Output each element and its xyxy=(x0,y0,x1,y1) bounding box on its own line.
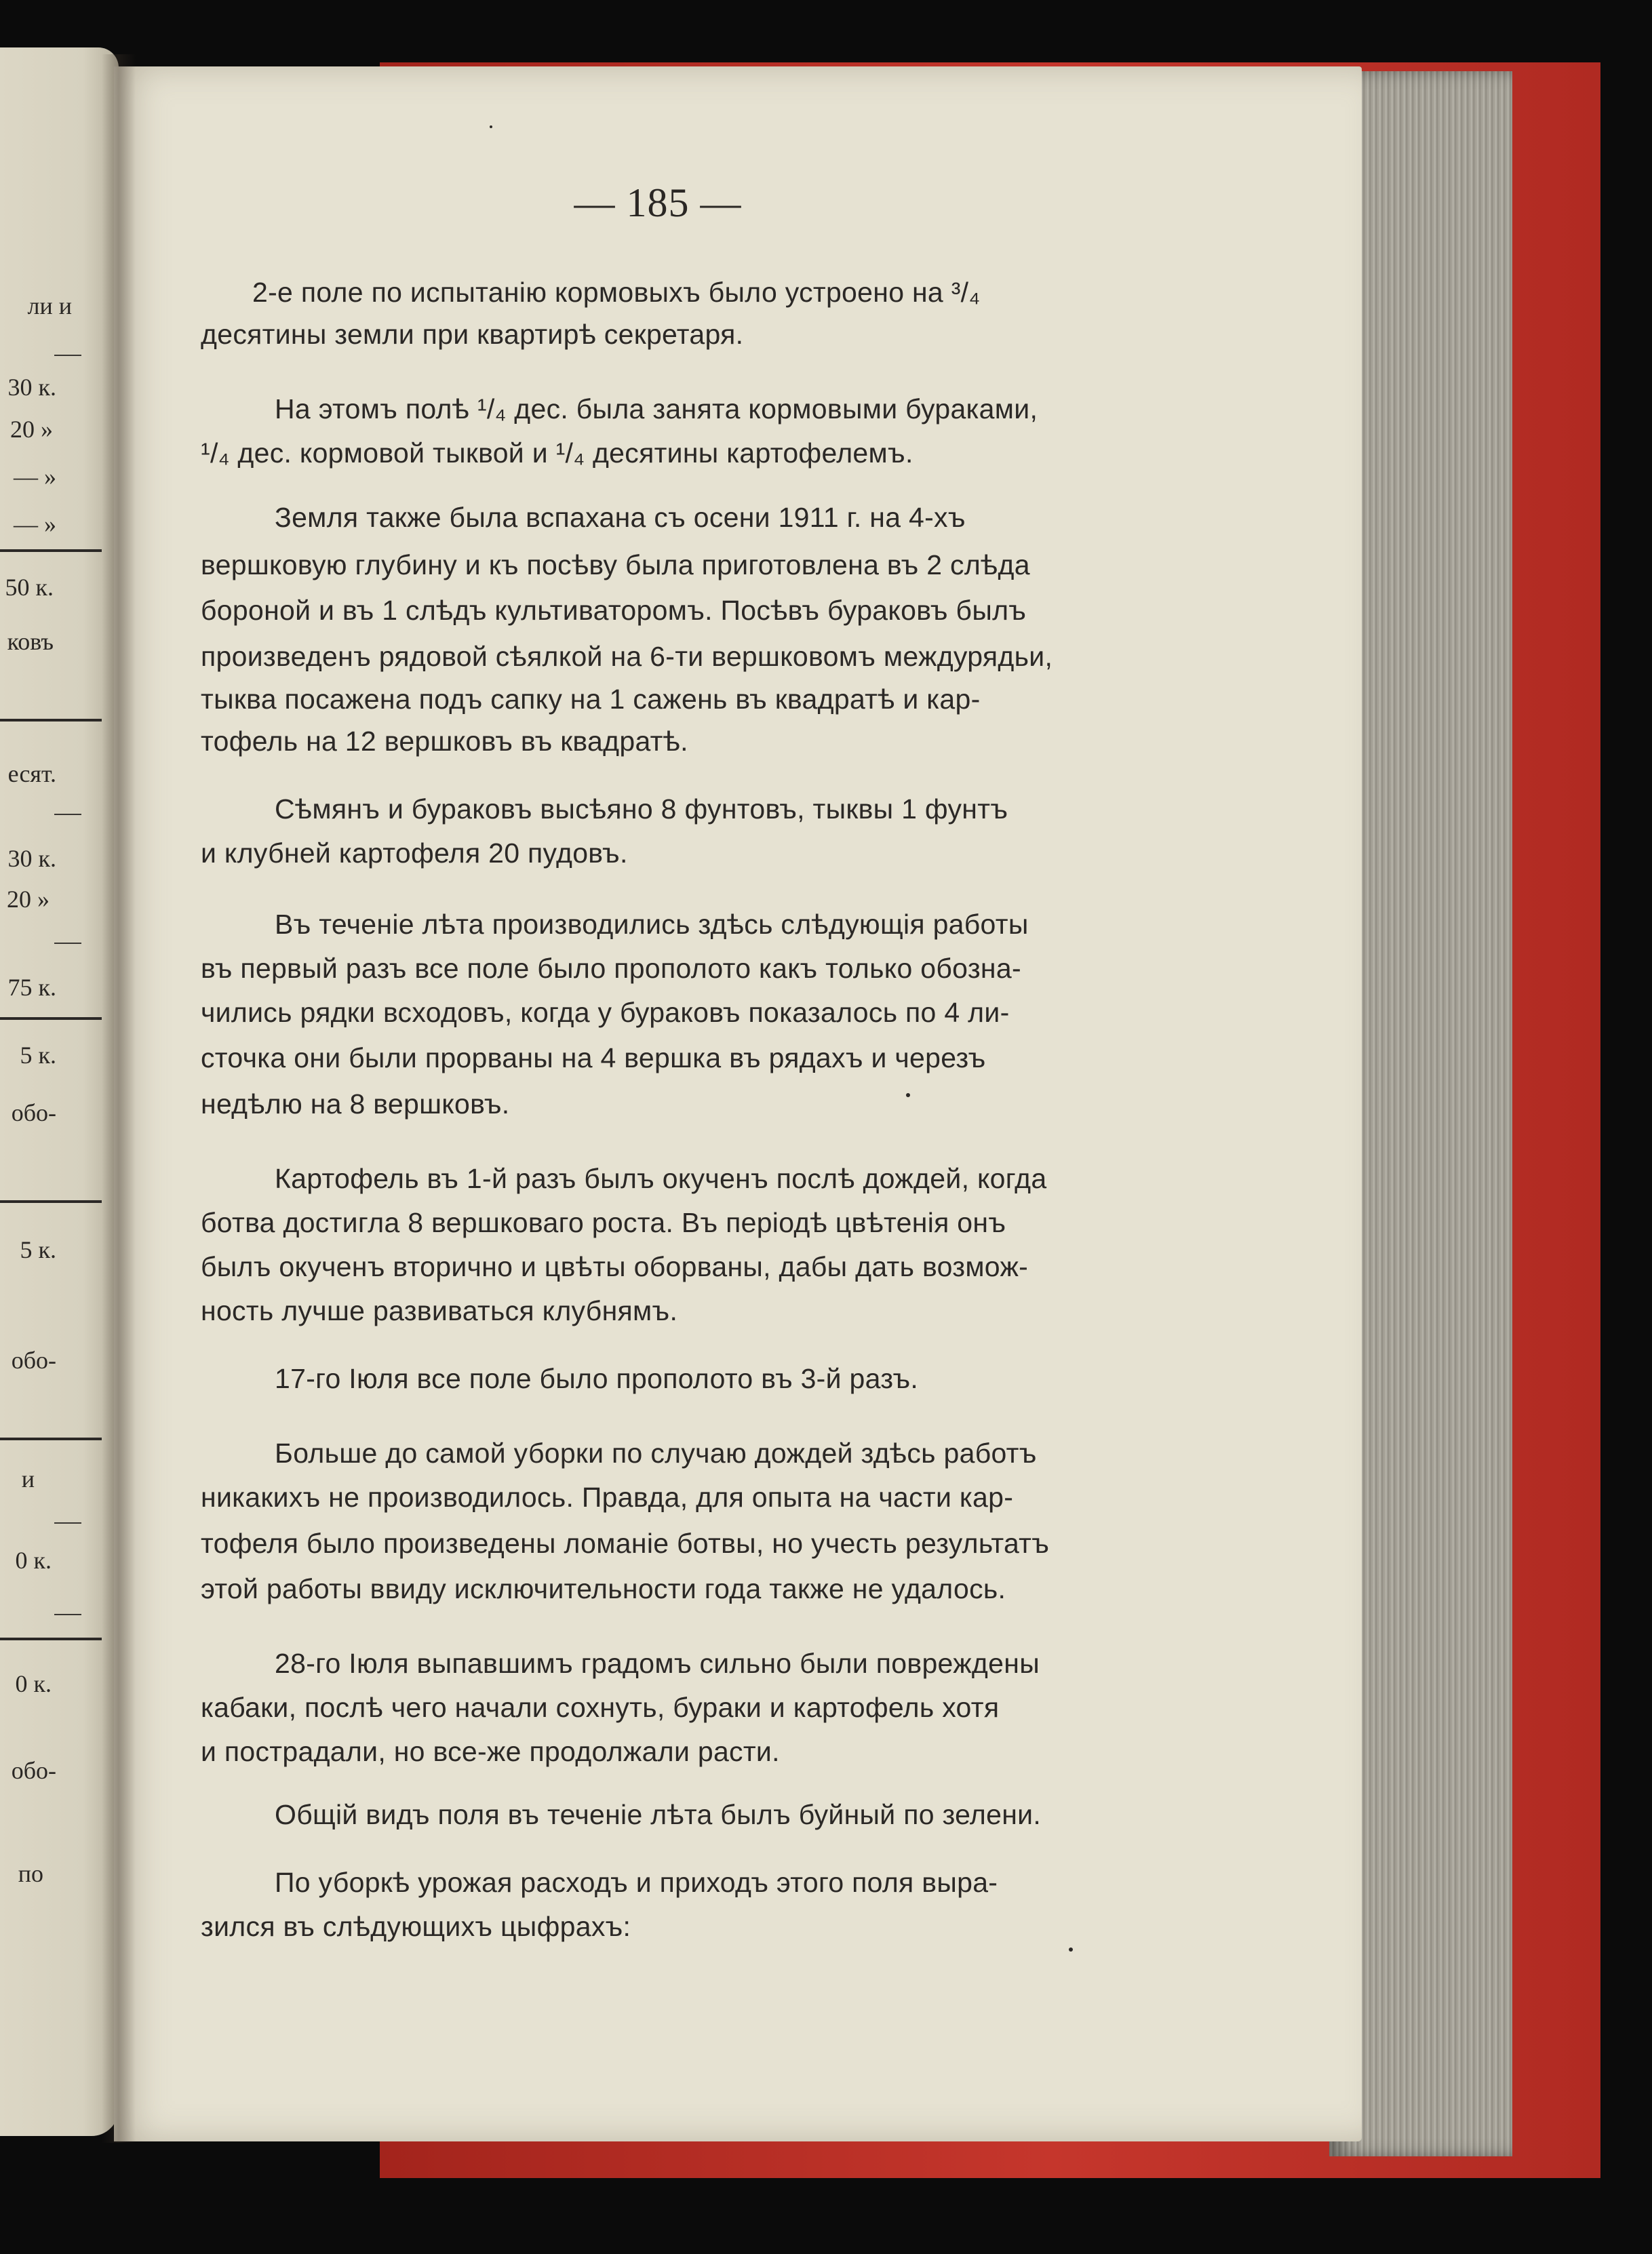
text-line: ботва достигла 8 вершковаго роста. Въ періодѣ цвѣтенія онъ xyxy=(201,1207,1006,1238)
text-line: ность лучше развиваться клубнямъ. xyxy=(201,1295,678,1326)
left-fragment: 20 » xyxy=(10,416,53,443)
left-fragment: 30 к. xyxy=(7,374,56,401)
left-fragment: ли и xyxy=(27,292,72,319)
left-dash xyxy=(54,1614,81,1615)
text-line: зился въ слѣдующихъ цыфрахъ: xyxy=(201,1911,631,1942)
text-line: Въ теченіе лѣта производились здѣсь слѣдующія работы xyxy=(275,909,1029,940)
left-dash xyxy=(54,1522,81,1524)
left-fragment: 0 к. xyxy=(15,1547,52,1574)
left-fragment: 20 » xyxy=(7,886,50,913)
text-line: чились рядки всходовъ, когда у бураковъ показалось по 4 ли- xyxy=(201,997,1010,1028)
text-line: ¹/₄ дес. кормовой тыквой и ¹/₄ десятины картофелемъ. xyxy=(201,437,913,469)
text-line: и пострадали, но все-же продолжали расти. xyxy=(201,1736,780,1767)
book-gutter xyxy=(102,54,136,2143)
text-line: десятины земли при квартирѣ секретаря. xyxy=(201,319,744,350)
left-rule xyxy=(0,719,102,721)
text-line: Земля также была вспахана съ осени 1911 г. на 4-хъ xyxy=(275,502,966,533)
text-line: кабаки, послѣ чего начали сохнуть, бураки и картофель хотя xyxy=(201,1692,1000,1723)
text-line: Картофель въ 1-й разъ былъ окученъ послѣ дождей, когда xyxy=(275,1163,1047,1194)
left-fragment: 75 к. xyxy=(7,974,56,1001)
text-line: и клубней картофеля 20 пудовъ. xyxy=(201,837,628,869)
text-line: сточка они были прорваны на 4 вершка въ рядахъ и черезъ xyxy=(201,1042,986,1073)
ink-speck xyxy=(490,125,492,128)
left-fragment: обо- xyxy=(11,1757,56,1784)
left-fragment: 5 к. xyxy=(20,1236,56,1263)
left-rule xyxy=(0,1638,102,1640)
left-fragment: по xyxy=(18,1860,43,1887)
text-line: Общій видъ поля въ теченіе лѣта былъ буйный по зелени. xyxy=(275,1799,1042,1830)
left-dash xyxy=(54,355,81,356)
left-fragment: есят. xyxy=(7,760,56,787)
left-rule xyxy=(0,549,102,552)
left-fragment: — » xyxy=(14,463,56,490)
left-rule xyxy=(0,1200,102,1203)
text-line: 28-го Іюля выпавшимъ градомъ сильно были повреждены xyxy=(275,1648,1040,1679)
left-fragment: обо- xyxy=(11,1347,56,1374)
text-line: 2-е поле по испытанію кормовыхъ было устроено на ³/₄ xyxy=(252,277,981,308)
left-rule xyxy=(0,1438,102,1440)
left-fragment: и xyxy=(21,1465,35,1492)
left-fragment: 50 к. xyxy=(5,574,54,601)
text-line: тыква посажена подъ сапку на 1 сажень въ квадратѣ и кар- xyxy=(201,684,981,715)
text-line: По уборкѣ урожая расходъ и приходъ этого поля выра- xyxy=(275,1867,998,1898)
left-dash xyxy=(54,943,81,944)
ink-speck xyxy=(1069,1947,1073,1952)
left-dash xyxy=(54,814,81,815)
text-line: въ первый разъ все поле было прополото какъ только обозна- xyxy=(201,953,1021,984)
left-fragment: — » xyxy=(14,511,56,538)
text-line: никакихъ не производилось. Правда, для опыта на части кар- xyxy=(201,1482,1014,1513)
text-line: бороной и въ 1 слѣдъ культиваторомъ. Посѣвъ бураковъ былъ xyxy=(201,595,1027,626)
left-rule xyxy=(0,1017,102,1020)
text-line: Сѣмянъ и бураковъ высѣяно 8 фунтовъ, тыквы 1 фунтъ xyxy=(275,793,1008,825)
left-page xyxy=(0,47,119,2136)
text-line: На этомъ полѣ ¹/₄ дес. была занята кормовыми бураками, xyxy=(275,393,1038,424)
left-fragment: обо- xyxy=(11,1099,56,1126)
left-fragment: 5 к. xyxy=(20,1042,56,1069)
left-fragment: 30 к. xyxy=(7,845,56,872)
text-line: 17-го Іюля все поле было прополото въ 3-й разъ. xyxy=(275,1363,919,1394)
text-line: этой работы ввиду исключительности года также не удалось. xyxy=(201,1573,1006,1604)
left-fragment: 0 к. xyxy=(15,1670,52,1697)
page-number: — 185 — xyxy=(574,180,742,225)
text-line: недѣлю на 8 вершковъ. xyxy=(201,1088,510,1120)
left-fragment: ковъ xyxy=(7,628,54,655)
text-line: тофеля было произведены ломаніе ботвы, но учесть результатъ xyxy=(201,1528,1050,1559)
text-line: вершковую глубину и къ посѣву была приготовлена въ 2 слѣда xyxy=(201,549,1030,580)
text-line: Больше до самой уборки по случаю дождей здѣсь работъ xyxy=(275,1438,1037,1469)
text-line: былъ окученъ вторично и цвѣты оборваны, дабы дать возмож- xyxy=(201,1251,1029,1282)
ink-speck xyxy=(906,1093,910,1097)
text-line: произведенъ рядовой сѣялкой на 6-ти вершковомъ междурядьи, xyxy=(201,641,1053,672)
text-line: тофель на 12 вершковъ въ квадратѣ. xyxy=(201,726,688,757)
